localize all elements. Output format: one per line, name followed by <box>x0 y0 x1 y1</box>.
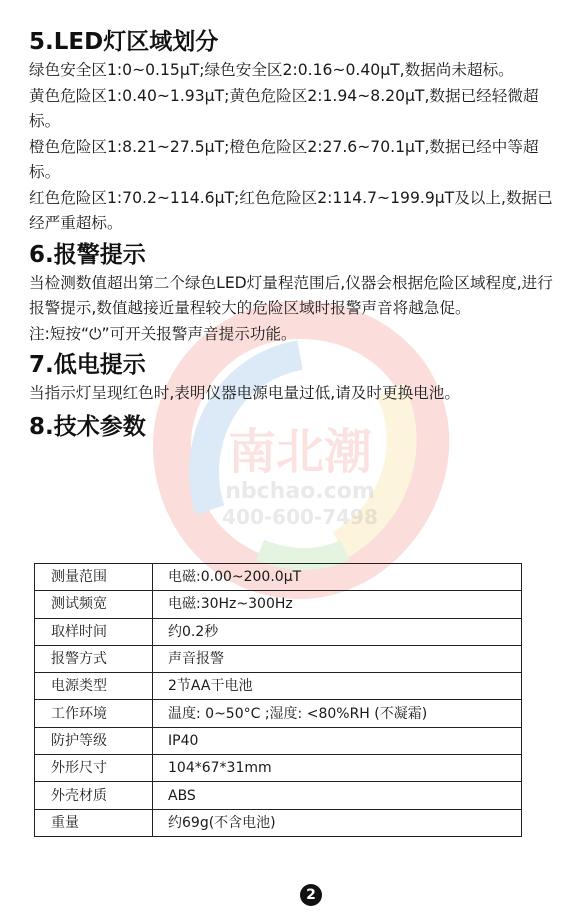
page-number: 2 <box>300 884 322 906</box>
spec-value: 温度: 0~50°C ;湿度: <80%RH (不凝霜) <box>153 700 522 727</box>
spec-key: 取样时间 <box>35 618 153 645</box>
spec-value: ABS <box>153 782 522 809</box>
spec-key: 外壳材质 <box>35 782 153 809</box>
table-row <box>35 727 522 754</box>
spec-key: 防护等级 <box>35 727 153 754</box>
table-row <box>35 782 522 809</box>
table-row <box>35 591 522 618</box>
spec-value: 声音报警 <box>153 645 522 672</box>
spec-key: 报警方式 <box>35 645 153 672</box>
spec-value: IP40 <box>153 727 522 754</box>
table-row <box>35 700 522 727</box>
led-yellow-text: 黄色危险区1:0.40~1.93μT;黄色危险区2:1.94~8.20μT,数据已经轻微超标。 <box>29 86 539 130</box>
svg-text:南北潮: 南北潮 <box>227 424 373 480</box>
spec-value: 电磁:30Hz~300Hz <box>153 591 522 618</box>
spec-key: 测量范围 <box>35 564 153 591</box>
spec-key: 外形尺寸 <box>35 755 153 782</box>
table-row <box>35 618 522 645</box>
spec-key: 工作环境 <box>35 700 153 727</box>
alarm-text: 当检测数值超出第二个绿色LED灯量程范围后,仪器会根据危险区域程度,进行报警提示,数值越接近量程较大的危险区域时报警声音将越急促。 <box>29 273 553 317</box>
spec-value: 104*67*31mm <box>153 755 522 782</box>
table-row <box>35 564 522 591</box>
spec-value: 2节AA干电池 <box>153 673 522 700</box>
table-row <box>35 809 522 836</box>
spec-key: 测试频宽 <box>35 591 153 618</box>
svg-text:400-600-7498: 400-600-7498 <box>222 505 378 529</box>
svg-text:nbchao.com: nbchao.com <box>225 479 375 504</box>
spec-key: 电源类型 <box>35 673 153 700</box>
table-row <box>35 755 522 782</box>
spec-value: 约69g(不含电池) <box>153 809 522 836</box>
section-title-battery: 7.低电提示 <box>29 352 146 378</box>
table-row <box>35 673 522 700</box>
specs-table <box>34 563 522 837</box>
section-title-led: 5.LED灯区域划分 <box>29 29 219 55</box>
spec-value: 电磁:0.00~200.0μT <box>153 564 522 591</box>
spec-key: 重量 <box>35 809 153 836</box>
led-green-text: 绿色安全区1:0~0.15μT;绿色安全区2:0.16~0.40μT,数据尚未超标。 <box>29 61 514 79</box>
manual-content <box>29 26 559 443</box>
table-row <box>35 645 522 672</box>
alarm-note: 注:短按“⏻”可开关报警声音提示功能。 <box>29 324 297 343</box>
battery-text: 当指示灯呈现红色时,表明仪器电源电量过低,请及时更换电池。 <box>29 384 460 402</box>
section-title-alarm: 6.报警提示 <box>29 241 146 268</box>
spec-value: 约0.2秒 <box>153 618 522 645</box>
section-title-specs: 8.技术参数 <box>29 413 146 440</box>
led-red-text: 红色危险区1:70.2~114.6μT;红色危险区2:114.7~199.9μT及以上,数据已经严重超标。 <box>29 188 553 232</box>
led-orange-text: 橙色危险区1:8.21~27.5μT;橙色危险区2:27.6~70.1μT,数据已经中等超标。 <box>29 137 539 181</box>
